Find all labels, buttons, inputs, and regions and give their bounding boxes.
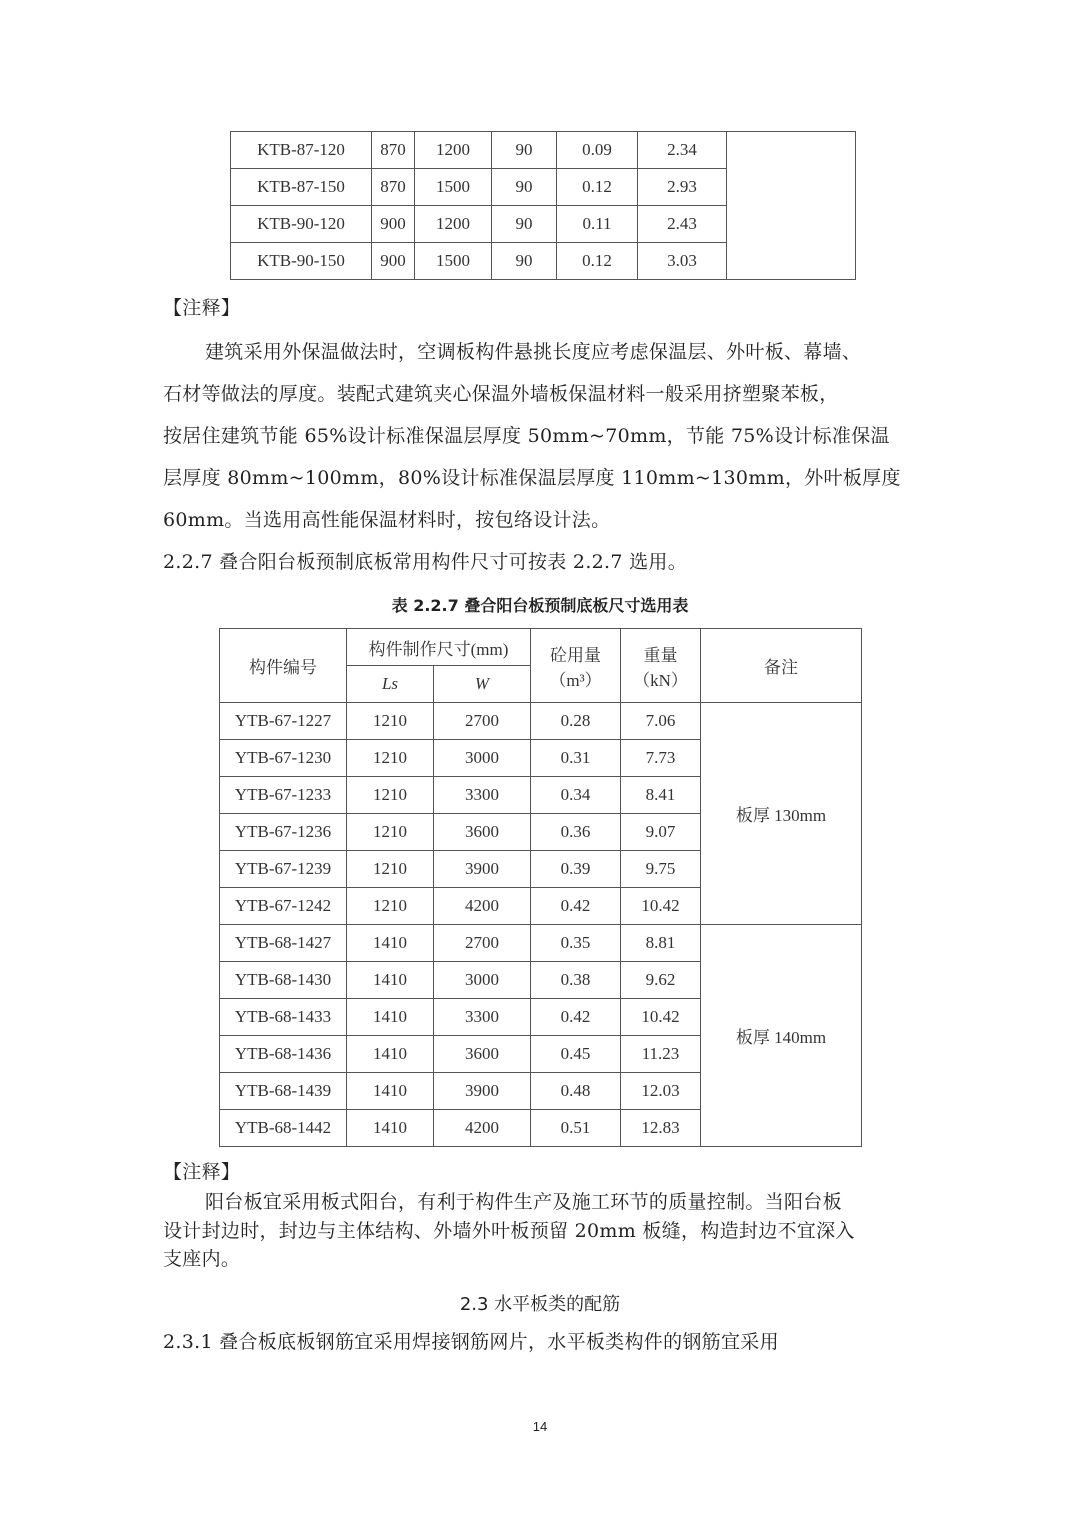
note-line: 支座内。 (163, 1248, 241, 1270)
table-cell: 8.41 (621, 777, 701, 814)
table-cell: KTB-87-120 (231, 132, 372, 169)
table-cell: 3900 (434, 1073, 531, 1110)
table-cell: 2.43 (638, 206, 727, 243)
table-cell: 90 (492, 243, 557, 280)
clause-2-3-1: 2.3.1 叠合板底板钢筋宜采用焊接钢筋网片，水平板类构件的钢筋宜采用 (163, 1331, 779, 1353)
table-cell: 3900 (434, 851, 531, 888)
note-line: 石材等做法的厚度。装配式建筑夹心保温外墙板保温材料一般采用挤塑聚苯板， (163, 383, 839, 405)
table-cell: 2.93 (638, 169, 727, 206)
table-cell: 2.34 (638, 132, 727, 169)
table-cell: 12.03 (621, 1073, 701, 1110)
table-cell: 11.23 (621, 1036, 701, 1073)
table-cell: 10.42 (621, 999, 701, 1036)
table-row (220, 703, 862, 740)
table-cell: 1410 (347, 1110, 434, 1147)
table-cell: 1200 (415, 206, 492, 243)
table-cell: 0.34 (531, 777, 621, 814)
note-line: 层厚度 80mm~100mm，80%设计标准保温层厚度 110mm~130mm，外叶板厚度 (163, 467, 901, 489)
table-cell: 1410 (347, 1036, 434, 1073)
table-cell: 1210 (347, 888, 434, 925)
note-heading: 【注释】 (163, 1161, 241, 1183)
table-cell: 0.35 (531, 925, 621, 962)
table-cell: 0.31 (531, 740, 621, 777)
table-cell: 10.42 (621, 888, 701, 925)
table-cell: 3000 (434, 962, 531, 999)
remark-cell: 板厚 140mm (701, 925, 862, 1147)
header-concrete: 砼用量 （m³） (531, 629, 621, 703)
table-cell: 0.12 (557, 169, 638, 206)
header-weight: 重量 （kN） (621, 629, 701, 703)
table-cell: 1210 (347, 851, 434, 888)
table-cell: 8.81 (621, 925, 701, 962)
table-cell: 9.07 (621, 814, 701, 851)
table-cell: 900 (372, 243, 415, 280)
table-cell: 870 (372, 169, 415, 206)
table-cell: 2700 (434, 925, 531, 962)
header-w: W (434, 666, 531, 703)
table-cell: KTB-90-120 (231, 206, 372, 243)
table-cell: 3000 (434, 740, 531, 777)
table-cell: 1210 (347, 777, 434, 814)
table-cell: 0.51 (531, 1110, 621, 1147)
table-cell: 1410 (347, 925, 434, 962)
note-heading: 【注释】 (163, 297, 241, 319)
table-cell: 1410 (347, 1073, 434, 1110)
note-line: 设计封边时，封边与主体结构、外墙外叶板预留 20mm 板缝，构造封边不宜深入 (163, 1220, 855, 1242)
table-cell: 3600 (434, 1036, 531, 1073)
table-cell: 3300 (434, 777, 531, 814)
table-cell: YTB-68-1433 (220, 999, 347, 1036)
note-line: 按居住建筑节能 65%设计标准保温层厚度 50mm~70mm，节能 75%设计标准保温 (163, 425, 890, 447)
table-cell: 900 (372, 206, 415, 243)
table-cell: 1410 (347, 999, 434, 1036)
table-cell: 0.12 (557, 243, 638, 280)
table-cell: YTB-68-1439 (220, 1073, 347, 1110)
table-cell: YTB-67-1227 (220, 703, 347, 740)
table-ktb (230, 131, 856, 280)
table-cell: 0.42 (531, 888, 621, 925)
section-heading: 2.3 水平板类的配筋 (459, 1294, 621, 1315)
header-ls: Ls (347, 666, 434, 703)
table-cell: 7.73 (621, 740, 701, 777)
table-cell: 90 (492, 132, 557, 169)
table-cell: 1210 (347, 814, 434, 851)
table-ytb (219, 628, 862, 1147)
table-cell: 7.06 (621, 703, 701, 740)
table-cell: 3.03 (638, 243, 727, 280)
header-remark: 备注 (701, 629, 862, 703)
table-cell: YTB-68-1430 (220, 962, 347, 999)
table-cell: 1210 (347, 703, 434, 740)
table-cell: 1210 (347, 740, 434, 777)
table-cell: 0.11 (557, 206, 638, 243)
table-cell: 1500 (415, 243, 492, 280)
table-row (220, 925, 862, 962)
table-cell: YTB-67-1230 (220, 740, 347, 777)
table-cell: 870 (372, 132, 415, 169)
table-cell: 0.39 (531, 851, 621, 888)
table-cell: KTB-90-150 (231, 243, 372, 280)
table-cell: 9.75 (621, 851, 701, 888)
clause-2-2-7: 2.2.7 叠合阳台板预制底板常用构件尺寸可按表 2.2.7 选用。 (163, 551, 688, 573)
header-code: 构件编号 (220, 629, 347, 703)
page-number: 14 (532, 1419, 548, 1434)
table-cell: 2700 (434, 703, 531, 740)
table-cell: 1200 (415, 132, 492, 169)
table-cell: YTB-68-1436 (220, 1036, 347, 1073)
table-cell: 4200 (434, 1110, 531, 1147)
table-cell: YTB-67-1233 (220, 777, 347, 814)
table-cell: KTB-87-150 (231, 169, 372, 206)
table-cell: 0.36 (531, 814, 621, 851)
table-header-row (220, 629, 862, 666)
note-line: 建筑采用外保温做法时，空调板构件悬挑长度应考虑保温层、外叶板、幕墙、 (205, 341, 862, 363)
table-cell: 0.42 (531, 999, 621, 1036)
table-cell: 90 (492, 169, 557, 206)
table-cell: YTB-68-1442 (220, 1110, 347, 1147)
table-cell: 12.83 (621, 1110, 701, 1147)
table-cell: YTB-67-1242 (220, 888, 347, 925)
table-cell: 0.09 (557, 132, 638, 169)
table-cell: YTB-68-1427 (220, 925, 347, 962)
remark-cell: 板厚 130mm (701, 703, 862, 925)
table-cell: 4200 (434, 888, 531, 925)
note-line: 60mm。当选用高性能保温材料时，按包络设计法。 (163, 509, 611, 531)
header-dims: 构件制作尺寸(mm) (347, 629, 531, 666)
table-cell: 1500 (415, 169, 492, 206)
table-cell: YTB-67-1239 (220, 851, 347, 888)
table-cell: 3300 (434, 999, 531, 1036)
table-row (231, 132, 856, 169)
table-cell: 9.62 (621, 962, 701, 999)
table-cell: 3600 (434, 814, 531, 851)
table-cell: 0.28 (531, 703, 621, 740)
remark-cell (727, 132, 856, 280)
table-cell: 0.45 (531, 1036, 621, 1073)
table-cell: 0.48 (531, 1073, 621, 1110)
table-cell: YTB-67-1236 (220, 814, 347, 851)
table-caption: 表 2.2.7 叠合阳台板预制底板尺寸选用表 (391, 596, 689, 615)
table-cell: 90 (492, 206, 557, 243)
table-cell: 0.38 (531, 962, 621, 999)
table-cell: 1410 (347, 962, 434, 999)
note-line: 阳台板宜采用板式阳台，有利于构件生产及施工环节的质量控制。当阳台板 (205, 1191, 842, 1213)
